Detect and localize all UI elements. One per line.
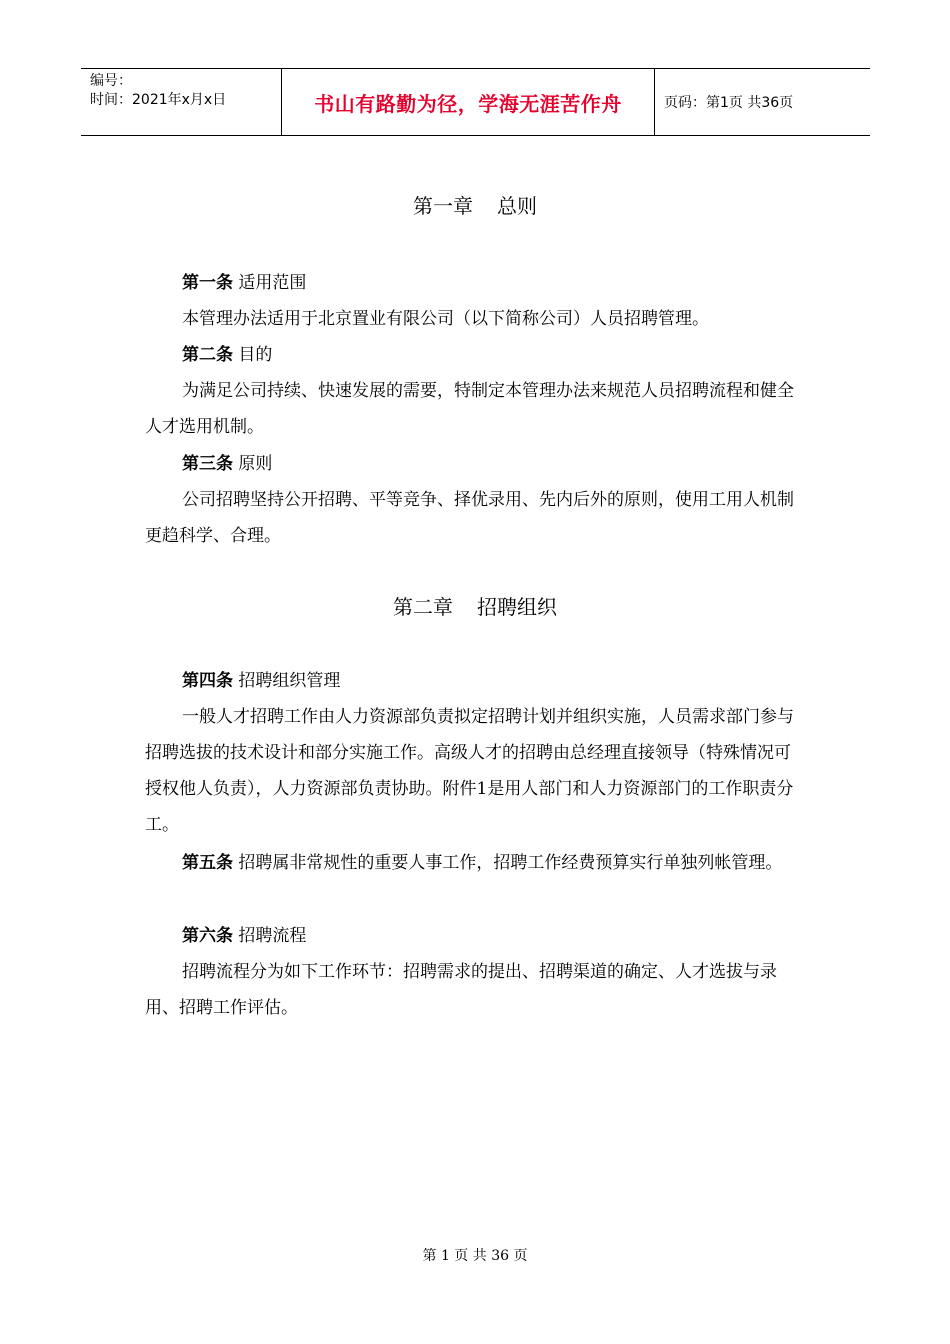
doc-time-label: 时间：2021年x月x日 [90,92,227,108]
page-footer: 第 1 页 共 36 页 [422,1248,528,1264]
header-motto: 书山有路勤为径，学海无涯苦作舟 [282,69,655,135]
chapter-1-title: 第一章 总则 [413,194,537,218]
document-header [81,68,870,136]
article-4-text: 一般人才招聘工作由人力资源部负责拟定招聘计划并组织实施，人员需求部门参与招聘选拔的技术设计和部分实施工作。高级人才的招聘由总经理直接领导（特殊情况可授权他人负责），人力资源部负责协助。附件1是用人部门和人力资源部门的工作职责分工。 [145,707,794,835]
article-3-heading: 第三条 原则 [182,454,273,474]
header-meta [81,69,282,135]
article-1-heading: 第一条 适用范围 [182,273,307,293]
article-2-text: 为满足公司持续、快速发展的需要，特制定本管理办法来规范人员招聘流程和健全人才选用机制。 [145,381,794,437]
article-6-text: 招聘流程分为如下工作环节：招聘需求的提出、招聘渠道的确定、人才选拔与录用、招聘工作评估。 [145,962,777,1018]
article-5-text: 第五条 招聘属非常规性的重要人事工作，招聘工作经费预算实行单独列帐管理。 [182,853,783,873]
chapter-2-title: 第二章 招聘组织 [393,595,557,619]
article-6-heading: 第六条 招聘流程 [182,926,307,946]
article-4-heading: 第四条 招聘组织管理 [182,671,341,691]
article-3-text: 公司招聘坚持公开招聘、平等竞争、择优录用、先内后外的原则，使用工用人机制更趋科学、合理。 [145,490,794,546]
article-2-heading: 第二条 目的 [182,345,273,365]
doc-number-label: 编号： [90,73,132,89]
header-page-info: 页码：第1页 共36页 [664,95,794,111]
article-1-text: 本管理办法适用于北京置业有限公司（以下简称公司）人员招聘管理。 [182,309,709,329]
